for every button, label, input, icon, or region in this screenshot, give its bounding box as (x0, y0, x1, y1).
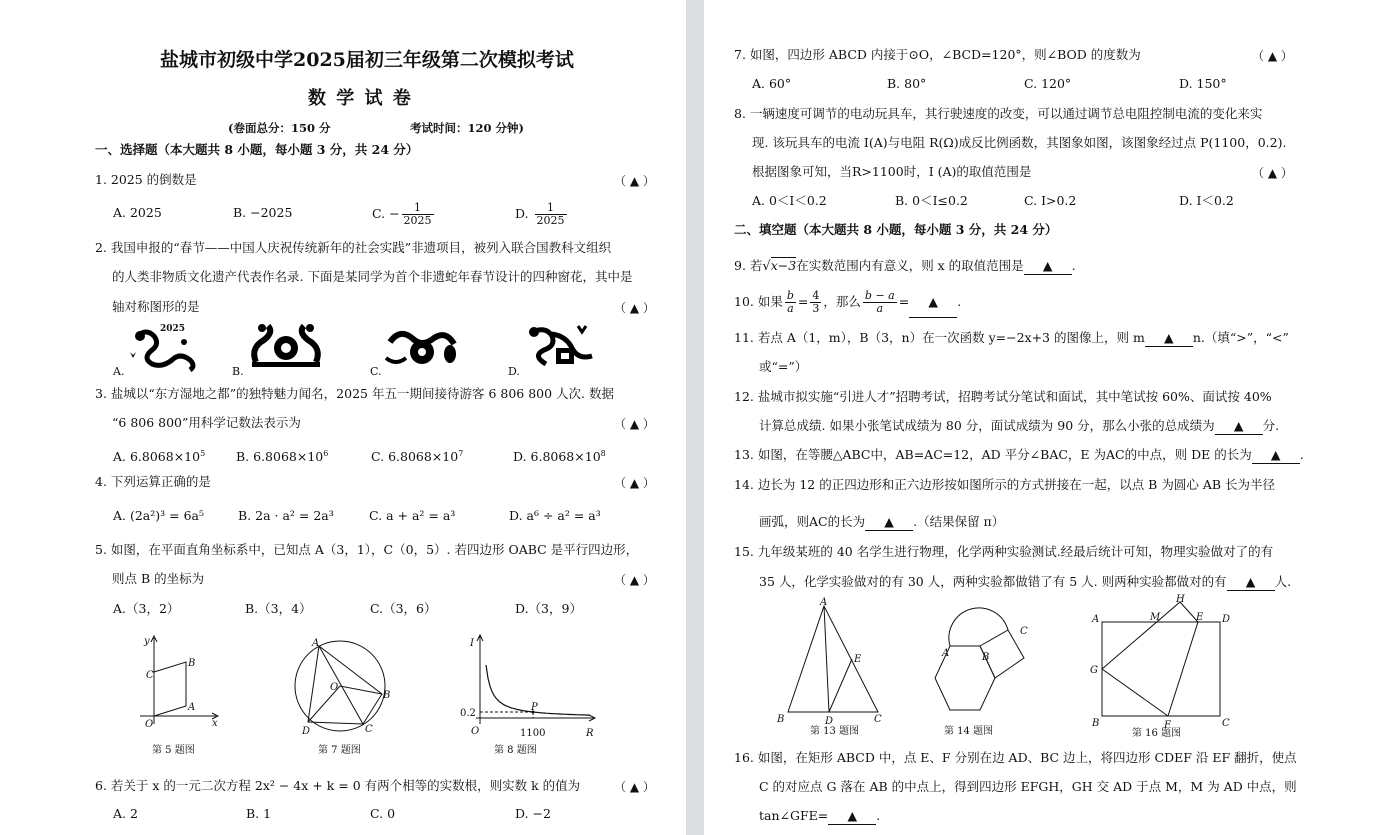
q15-line-2: 35 人，化学实验做对的有 30 人，两种实验都做错了有 5 人. 则两种实验都做对的有 ▲ 人. (759, 574, 1292, 589)
q3-option-a: A. $6.8068\times 10^5$ (113, 449, 206, 465)
q6-option-b: B. 1 (246, 806, 272, 821)
q8-line-1: 8. 一辆速度可调节的电动玩具车，其行驶速度的改变，可以通过调节总电阻控制电流的变化来实 (734, 106, 1263, 121)
figure-8 (458, 632, 608, 760)
svg-text:D: D (1222, 614, 1231, 625)
section-2-heading: 二、填空题（本大题共 8 小题，每小题 3 分，共 24 分） (734, 222, 1058, 237)
q7-answer-slot: （ ▲ ） (1252, 49, 1293, 63)
q13-blank: ▲ (1252, 447, 1300, 464)
q2-line-1: 2. 我国申报的“春节——中国人庆祝传统新年的社会实践”非遗项目，被列入联合国教科文组织 (95, 240, 612, 255)
svg-text:A: A (1092, 614, 1100, 625)
svg-text:A: A (188, 702, 196, 713)
q7-option-b: B. 80° (887, 76, 927, 91)
svg-text:O: O (330, 682, 339, 693)
q4-option-a: A. (2a²)³ = 6a⁵ (113, 508, 204, 523)
q3-answer-slot: （ ▲ ） (614, 417, 655, 431)
q14-blank: ▲ (865, 514, 913, 531)
q4-option-c: C. a + a² = a³ (369, 508, 456, 523)
svg-text:C: C (1222, 718, 1230, 729)
q12-line-2: 计算总成绩. 如果小张笔试成绩为 80 分，面试成绩为 90 分，那么小张的总成绩为 ▲ 分. (759, 418, 1280, 433)
q8-answer-slot: （ ▲ ） (1252, 166, 1293, 180)
q7-option-a: A. 60° (752, 76, 792, 91)
q5-option-c: C.（3，6） (370, 601, 437, 616)
svg-text:B: B (777, 714, 785, 725)
exam-title: 盐城市初级中学2025届初三年级第二次模拟考试 (160, 49, 574, 71)
q5-option-d: D.（3，9） (515, 601, 582, 616)
q8-option-b: B. 0＜I≤0.2 (895, 193, 968, 208)
q7-stem: 7. 如图，四边形 ABCD 内接于⊙O，∠BCD=120°，则∠BOD 的度数为 (734, 47, 1141, 62)
q12-line-1: 12. 盐城市拟实施“引进人才”招聘考试，招聘考试分笔试和面试，其中笔试按 60%、面试按 40% (734, 389, 1272, 404)
svg-text:x: x (212, 718, 218, 729)
q1-option-c: C. − $\frac{1}{2025}$ (372, 201, 432, 227)
q7-option-d: D. 150° (1179, 76, 1227, 91)
q14-line-2: 画弧，则AC的长为 ▲ .（结果保留 π） (759, 514, 1005, 529)
figure-16 (1088, 592, 1238, 740)
q4-stem: 4. 下列运算正确的是 (95, 474, 211, 489)
q12-blank: ▲ (1215, 418, 1263, 435)
svg-text:B: B (188, 658, 196, 669)
q16-line-2: C 的对应点 G 落在 AB 的中点上，得到四边形 EFGH，GH 交 AD 于点 M，M 为 AD 中点，则 (759, 779, 1297, 794)
exam-time: 考试时间：120 分钟) (410, 121, 524, 135)
q8-option-c: C. I>0.2 (1024, 193, 1077, 208)
paper-cut-snake-b (248, 322, 324, 368)
figure-5 (132, 632, 232, 760)
q8-line-2: 现. 该玩具车的电流 I(A)与电阻 R(Ω)成反比例函数，其图象如图，该图象经过点 P(1100，0.2). (752, 135, 1287, 150)
q2-option-c: C. (370, 365, 382, 378)
q5-option-a: A.（3，2） (113, 601, 180, 616)
q1-answer-slot: （ ▲ ） (614, 174, 655, 188)
q8-option-a: A. 0＜I＜0.2 (752, 193, 827, 208)
inverse-curve (486, 665, 590, 715)
q7-option-c: C. 120° (1024, 76, 1072, 91)
left-page (0, 0, 686, 835)
q9-blank: ▲ (1024, 258, 1072, 275)
q9-text: 9. 若√x−3在实数范围内有意义，则 x 的取值范围是 ▲ . (734, 258, 1076, 274)
q2-option-d: D. (508, 365, 520, 378)
svg-text:C: C (1020, 626, 1028, 637)
q2-line-2: 的人类非物质文化遗产代表作名录. 下面是某同学为首个非遗蛇年春节设计的四种窗花，其中是 (112, 269, 633, 284)
subject-title: 数 学 试 卷 (308, 88, 413, 109)
svg-text:E: E (854, 654, 862, 665)
svg-text:0.2: 0.2 (460, 708, 476, 719)
q15-blank: ▲ (1227, 574, 1275, 591)
svg-text:R: R (586, 728, 594, 739)
right-page (704, 0, 1391, 835)
q2-option-a: A. (113, 365, 125, 378)
svg-text:D: D (825, 716, 834, 727)
section-1-heading: 一、选择题（本大题共 8 小题，每小题 3 分，共 24 分） (95, 142, 419, 157)
q11-blank: ▲ (1145, 330, 1193, 347)
q10-text: 10. 如果 $\frac{b}{a}$ = $\frac{4}{3}$ ，那么 $\frac{b - a}{a}$ = ▲ . (734, 287, 961, 318)
total-score: (卷面总分：150 分 (228, 121, 331, 135)
svg-text:y: y (144, 636, 150, 647)
q16-line-1: 16. 如图，在矩形 ABCD 中，点 E、F 分别在边 AD、BC 边上，将四边形 CDEF 沿 EF 翻折，使点 (734, 750, 1297, 765)
q2-option-b: B. (232, 365, 244, 378)
svg-text:O: O (471, 726, 480, 737)
svg-text:H: H (1176, 594, 1185, 605)
svg-text:第 14 题图: 第 14 题图 (944, 726, 994, 737)
q2-line-3: 轴对称图形的是 (112, 299, 200, 314)
figure-7 (288, 632, 398, 760)
page-gutter (686, 0, 704, 835)
q5-line-1: 5. 如图，在平面直角坐标系中，已知点 A（3，1），C（0，5）. 若四边形 OABC 是平行四边形， (95, 542, 639, 557)
q15-line-1: 15. 九年级某班的 40 名学生进行物理，化学两种实验测试.经最后统计可知，物理实验做对了的有 (734, 544, 1274, 559)
svg-text:C: C (365, 724, 373, 735)
svg-text:2025: 2025 (160, 324, 186, 334)
q5-line-2: 则点 B 的坐标为 (112, 571, 205, 586)
q3-line-1: 3. 盐城以“东方湿地之都”的独特魅力闻名，2025 年五一期间接待游客 6 806 800 人次. 数据 (95, 386, 614, 401)
q10-blank: ▲ (909, 287, 957, 318)
q6-answer-slot: （ ▲ ） (614, 780, 655, 794)
q16-blank: ▲ (828, 808, 876, 825)
q6-option-a: A. 2 (113, 806, 138, 821)
svg-text:C: C (146, 670, 154, 681)
q5-option-b: B.（3，4） (245, 601, 312, 616)
svg-text:P: P (531, 702, 538, 713)
svg-text:G: G (1090, 665, 1098, 676)
svg-text:B: B (982, 652, 990, 663)
svg-text:I: I (470, 638, 474, 649)
q13-text: 13. 如图，在等腰△ABC中，AB=AC=12，AD 平分∠BAC，E 为AC的中点，则 DE 的长为 ▲ . (734, 447, 1304, 462)
q11-line-2: 或“=”） (759, 359, 808, 374)
q3-option-c: C. $6.8068\times 10^7$ (371, 449, 464, 465)
svg-text:A: A (312, 638, 320, 649)
q1-option-d: D. $\frac{1}{2025}$ (515, 201, 565, 227)
svg-text:第 8 题图: 第 8 题图 (494, 745, 537, 756)
svg-text:第 16 题图: 第 16 题图 (1132, 728, 1182, 739)
q6-option-d: D. −2 (515, 806, 551, 821)
svg-text:B: B (1092, 718, 1100, 729)
svg-text:A: A (820, 597, 828, 608)
svg-text:B: B (383, 690, 391, 701)
svg-text:第 13 题图: 第 13 题图 (810, 726, 860, 737)
svg-text:E: E (1196, 612, 1204, 623)
q4-option-d: D. a⁶ ÷ a² = a³ (509, 508, 601, 523)
q14-line-1: 14. 边长为 12 的正四边形和正六边形按如图所示的方式拼接在一起，以点 B 为圆心 AB 长为半径 (734, 477, 1275, 492)
figure-14 (922, 606, 1042, 740)
paper-cut-snake-a (124, 322, 200, 368)
q6-option-c: C. 0 (370, 806, 396, 821)
q8-line-3: 根据图象可知，当R>1100时，I (A)的取值范围是 (752, 164, 1032, 179)
paper-cut-snake-d (522, 322, 598, 368)
q1-option-b: B. −2025 (233, 205, 293, 220)
q3-line-2: “6 806 800”用科学记数法表示为 (112, 415, 301, 430)
paper-cut-snake-c (384, 322, 460, 368)
q11-line-1: 11. 若点 A（1，m），B（3，n）在一次函数 y=−2x+3 的图像上，则 m ▲ n.（填“>”，“<” (734, 330, 1289, 345)
q1-stem: 1. 2025 的倒数是 (95, 172, 197, 187)
q3-option-d: D. $6.8068\times 10^8$ (513, 449, 606, 465)
q2-answer-slot: （ ▲ ） (614, 301, 655, 315)
svg-text:第 7 题图: 第 7 题图 (318, 745, 361, 756)
svg-text:第 5 题图: 第 5 题图 (152, 745, 195, 756)
svg-text:F: F (1164, 720, 1171, 731)
svg-text:A: A (942, 648, 950, 659)
q6-stem: 6. 若关于 x 的一元二次方程 2x² − 4x + k = 0 有两个相等的实数根，则实数 k 的值为 (95, 778, 581, 793)
q16-line-3: tan∠GFE= ▲ . (759, 808, 881, 823)
svg-text:M: M (1150, 612, 1161, 623)
figure-13 (774, 596, 894, 740)
q1-option-a: A. 2025 (113, 205, 162, 220)
svg-text:1100: 1100 (520, 728, 546, 739)
svg-text:D: D (302, 726, 311, 737)
q8-option-d: D. I＜0.2 (1179, 193, 1234, 208)
q3-option-b: B. $6.8068\times 10^6$ (236, 449, 329, 465)
q5-answer-slot: （ ▲ ） (614, 573, 655, 587)
q4-answer-slot: （ ▲ ） (614, 476, 655, 490)
svg-text:O: O (145, 719, 154, 730)
q4-option-b: B. 2a · a² = 2a³ (238, 508, 334, 523)
svg-text:C: C (874, 714, 882, 725)
